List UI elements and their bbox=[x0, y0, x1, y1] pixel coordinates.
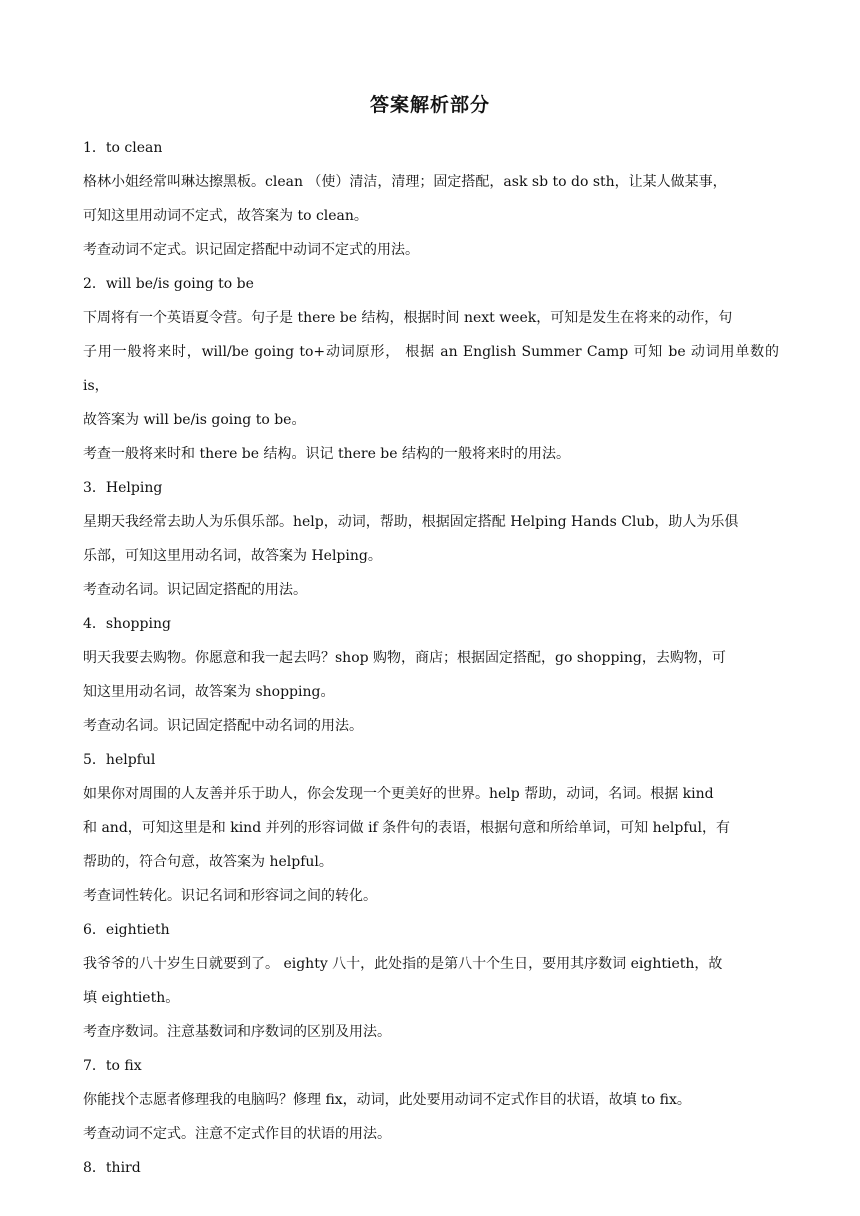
question-number: 2． bbox=[83, 276, 106, 292]
answer-line bbox=[83, 607, 779, 641]
explanation-line: 星期天我经常去助人为乐俱乐部。help，动词，帮助，根据固定搭配 Helping Hands Club，助人为乐俱 bbox=[83, 514, 739, 530]
answer-item bbox=[83, 131, 779, 267]
summary-line: 考查动名词。识记固定搭配中动名词的用法。 bbox=[83, 718, 363, 734]
answer-line bbox=[83, 1049, 779, 1083]
answer-text: to fix bbox=[105, 1058, 142, 1074]
answer-text: shopping bbox=[105, 616, 171, 632]
answer-item bbox=[83, 913, 779, 1049]
page-title: 答案解析部分 bbox=[369, 94, 490, 116]
answer-text: Helping bbox=[105, 480, 163, 496]
answer-text: will be/is going to be bbox=[105, 276, 254, 292]
explanation-line: 下周将有一个英语夏令营。句子是 there be 结构，根据时间 next week，可知是发生在将来的动作，句 bbox=[83, 310, 733, 326]
explanation-line: 子用一般将来时，will/be going to+动词原形， 根据 an English Summer Camp 可知 be 动词用单数的 is， bbox=[83, 344, 779, 394]
answer-item bbox=[83, 743, 779, 913]
question-number: 4． bbox=[83, 616, 106, 632]
answer-line bbox=[83, 743, 779, 777]
question-number: 5． bbox=[83, 752, 106, 768]
question-number: 1． bbox=[83, 140, 106, 156]
answer-line bbox=[83, 131, 779, 165]
explanation-line: 如果你对周围的人友善并乐于助人，你会发现一个更美好的世界。help 帮助，动词，名词。根据 kind bbox=[83, 786, 714, 802]
explanation-line: 明天我要去购物。你愿意和我一起去吗？shop 购物，商店；根据固定搭配，go shopping，去购物，可 bbox=[83, 650, 726, 666]
question-number: 6． bbox=[83, 922, 106, 938]
summary-line: 考查序数词。注意基数词和序数词的区别及用法。 bbox=[83, 1024, 391, 1040]
explanation-line: 你能找个志愿者修理我的电脑吗？修理 fix，动词，此处要用动词不定式作目的状语，故填 to fix。 bbox=[83, 1092, 691, 1108]
summary-line: 考查动词不定式。注意不定式作目的状语的用法。 bbox=[83, 1126, 391, 1142]
answer-line bbox=[83, 1151, 779, 1185]
answer-item bbox=[83, 471, 779, 607]
question-number: 8． bbox=[83, 1160, 106, 1176]
explanation-line: 和 and，可知这里是和 kind 并列的形容词做 if 条件句的表语，根据句意和所给单词，可知 helpful，有 bbox=[83, 820, 731, 836]
answer-item bbox=[83, 267, 779, 471]
explanation-line: 帮助的，符合句意，故答案为 helpful。 bbox=[83, 854, 333, 870]
question-number: 3． bbox=[83, 480, 106, 496]
answer-item bbox=[83, 1049, 779, 1151]
explanation-line: 我爷爷的八十岁生日就要到了。 eighty 八十，此处指的是第八十个生日，要用其序数词 eightieth，故 bbox=[83, 956, 723, 972]
explanation-line: 可知这里用动词不定式，故答案为 to clean。 bbox=[83, 208, 368, 224]
answer-line bbox=[83, 267, 779, 301]
answer-text: third bbox=[105, 1160, 141, 1176]
answer-item bbox=[83, 1151, 779, 1185]
explanation-line: 格林小姐经常叫琳达擦黑板。clean （使）清洁，清理；固定搭配，ask sb to do sth，让某人做某事， bbox=[83, 174, 727, 190]
summary-line: 考查动词不定式。识记固定搭配中动词不定式的用法。 bbox=[83, 242, 419, 258]
answer-text: helpful bbox=[105, 752, 156, 768]
explanation-line: 知这里用动名词，故答案为 shopping。 bbox=[83, 684, 335, 700]
explanation-line: 填 eightieth。 bbox=[83, 990, 180, 1006]
explanation-line: 故答案为 will be/is going to be。 bbox=[83, 412, 306, 428]
answer-line bbox=[83, 471, 779, 505]
answer-explanations bbox=[83, 131, 779, 1185]
summary-line: 考查词性转化。识记名词和形容词之间的转化。 bbox=[83, 888, 377, 904]
answer-item bbox=[83, 607, 779, 743]
answer-text: eightieth bbox=[105, 922, 170, 938]
summary-line: 考查一般将来时和 there be 结构。识记 there be 结构的一般将来时的用法。 bbox=[83, 446, 571, 462]
question-number: 7． bbox=[83, 1058, 106, 1074]
summary-line: 考查动名词。识记固定搭配的用法。 bbox=[83, 582, 307, 598]
explanation-line: 乐部，可知这里用动名词，故答案为 Helping。 bbox=[83, 548, 382, 564]
answer-line bbox=[83, 913, 779, 947]
answer-text: to clean bbox=[105, 140, 163, 156]
